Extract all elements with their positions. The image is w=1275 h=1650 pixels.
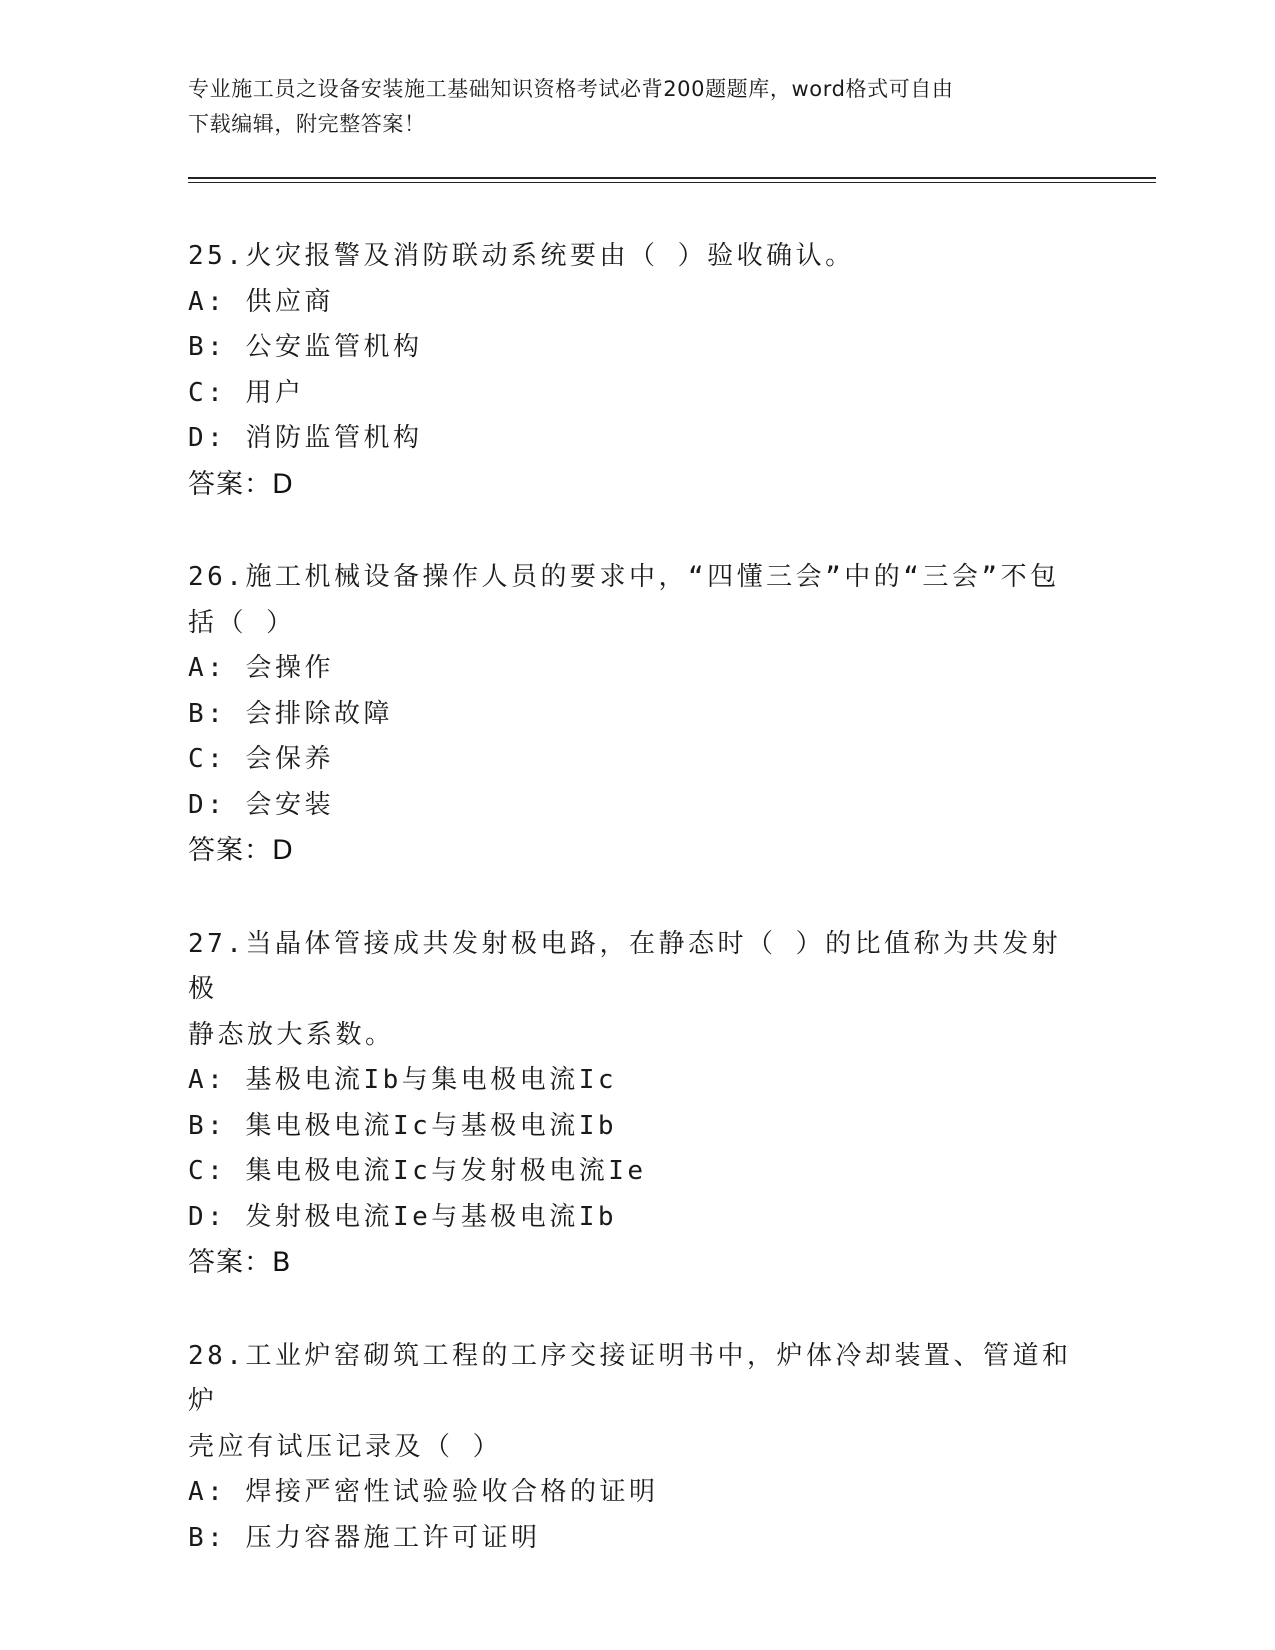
option-b: B: 集电极电流Ic与基极电流Ib	[188, 1110, 618, 1141]
question-stem-continued: 括（ ）	[188, 607, 296, 638]
option-d: D: 发射极电流Ie与基极电流Ib	[188, 1201, 618, 1232]
header-divider	[188, 177, 1156, 183]
option-a: A: 会操作	[188, 653, 334, 683]
question-stem: 28.工业炉窑砌筑工程的工序交接证明书中，炉体冷却装置、管道和炉	[188, 1340, 1072, 1416]
header-line-1: 专业施工员之设备安装施工基础知识资格考试必背200题题库，word格式可自由	[188, 77, 954, 101]
option-c: C: 集电极电流Ic与发射极电流Ie	[188, 1156, 647, 1186]
answer-line: 答案：B	[188, 1247, 292, 1278]
option-b: B: 压力容器施工许可证明	[188, 1522, 541, 1553]
answer-line: 答案：D	[188, 835, 294, 866]
question-stem-continued: 壳应有试压记录及（ ）	[188, 1431, 503, 1462]
question-26	[188, 555, 1088, 874]
option-d: D: 会安装	[188, 789, 334, 820]
option-a: A: 焊接严密性试验验收合格的证明	[188, 1477, 659, 1507]
option-d: D: 消防监管机构	[188, 423, 423, 453]
question-stem: 25.火灾报警及消防联动系统要由（ ）验收确认。	[188, 241, 855, 271]
question-stem: 26.施工机械设备操作人员的要求中，“四懂三会”中的“三会”不包	[188, 562, 1060, 592]
question-stem-continued: 静态放大系数。	[188, 1019, 395, 1050]
option-b: B: 公安监管机构	[188, 332, 423, 362]
option-b: B: 会排除故障	[188, 698, 393, 729]
document-header	[188, 72, 1088, 142]
option-c: C: 用户	[188, 377, 305, 408]
option-a: A: 基极电流Ib与集电极电流Ic	[188, 1065, 618, 1095]
question-25	[188, 234, 1088, 507]
option-c: C: 会保养	[188, 744, 334, 774]
option-a: A: 供应商	[188, 286, 334, 317]
header-line-2: 下载编辑，附完整答案！	[188, 112, 426, 136]
question-27	[188, 922, 1088, 1286]
question-stem: 27.当晶体管接成共发射极电路，在静态时（ ）的比值称为共发射极	[188, 928, 1062, 1004]
question-28	[188, 1334, 1088, 1562]
answer-line: 答案：D	[188, 468, 294, 500]
question-list	[188, 234, 1088, 1609]
